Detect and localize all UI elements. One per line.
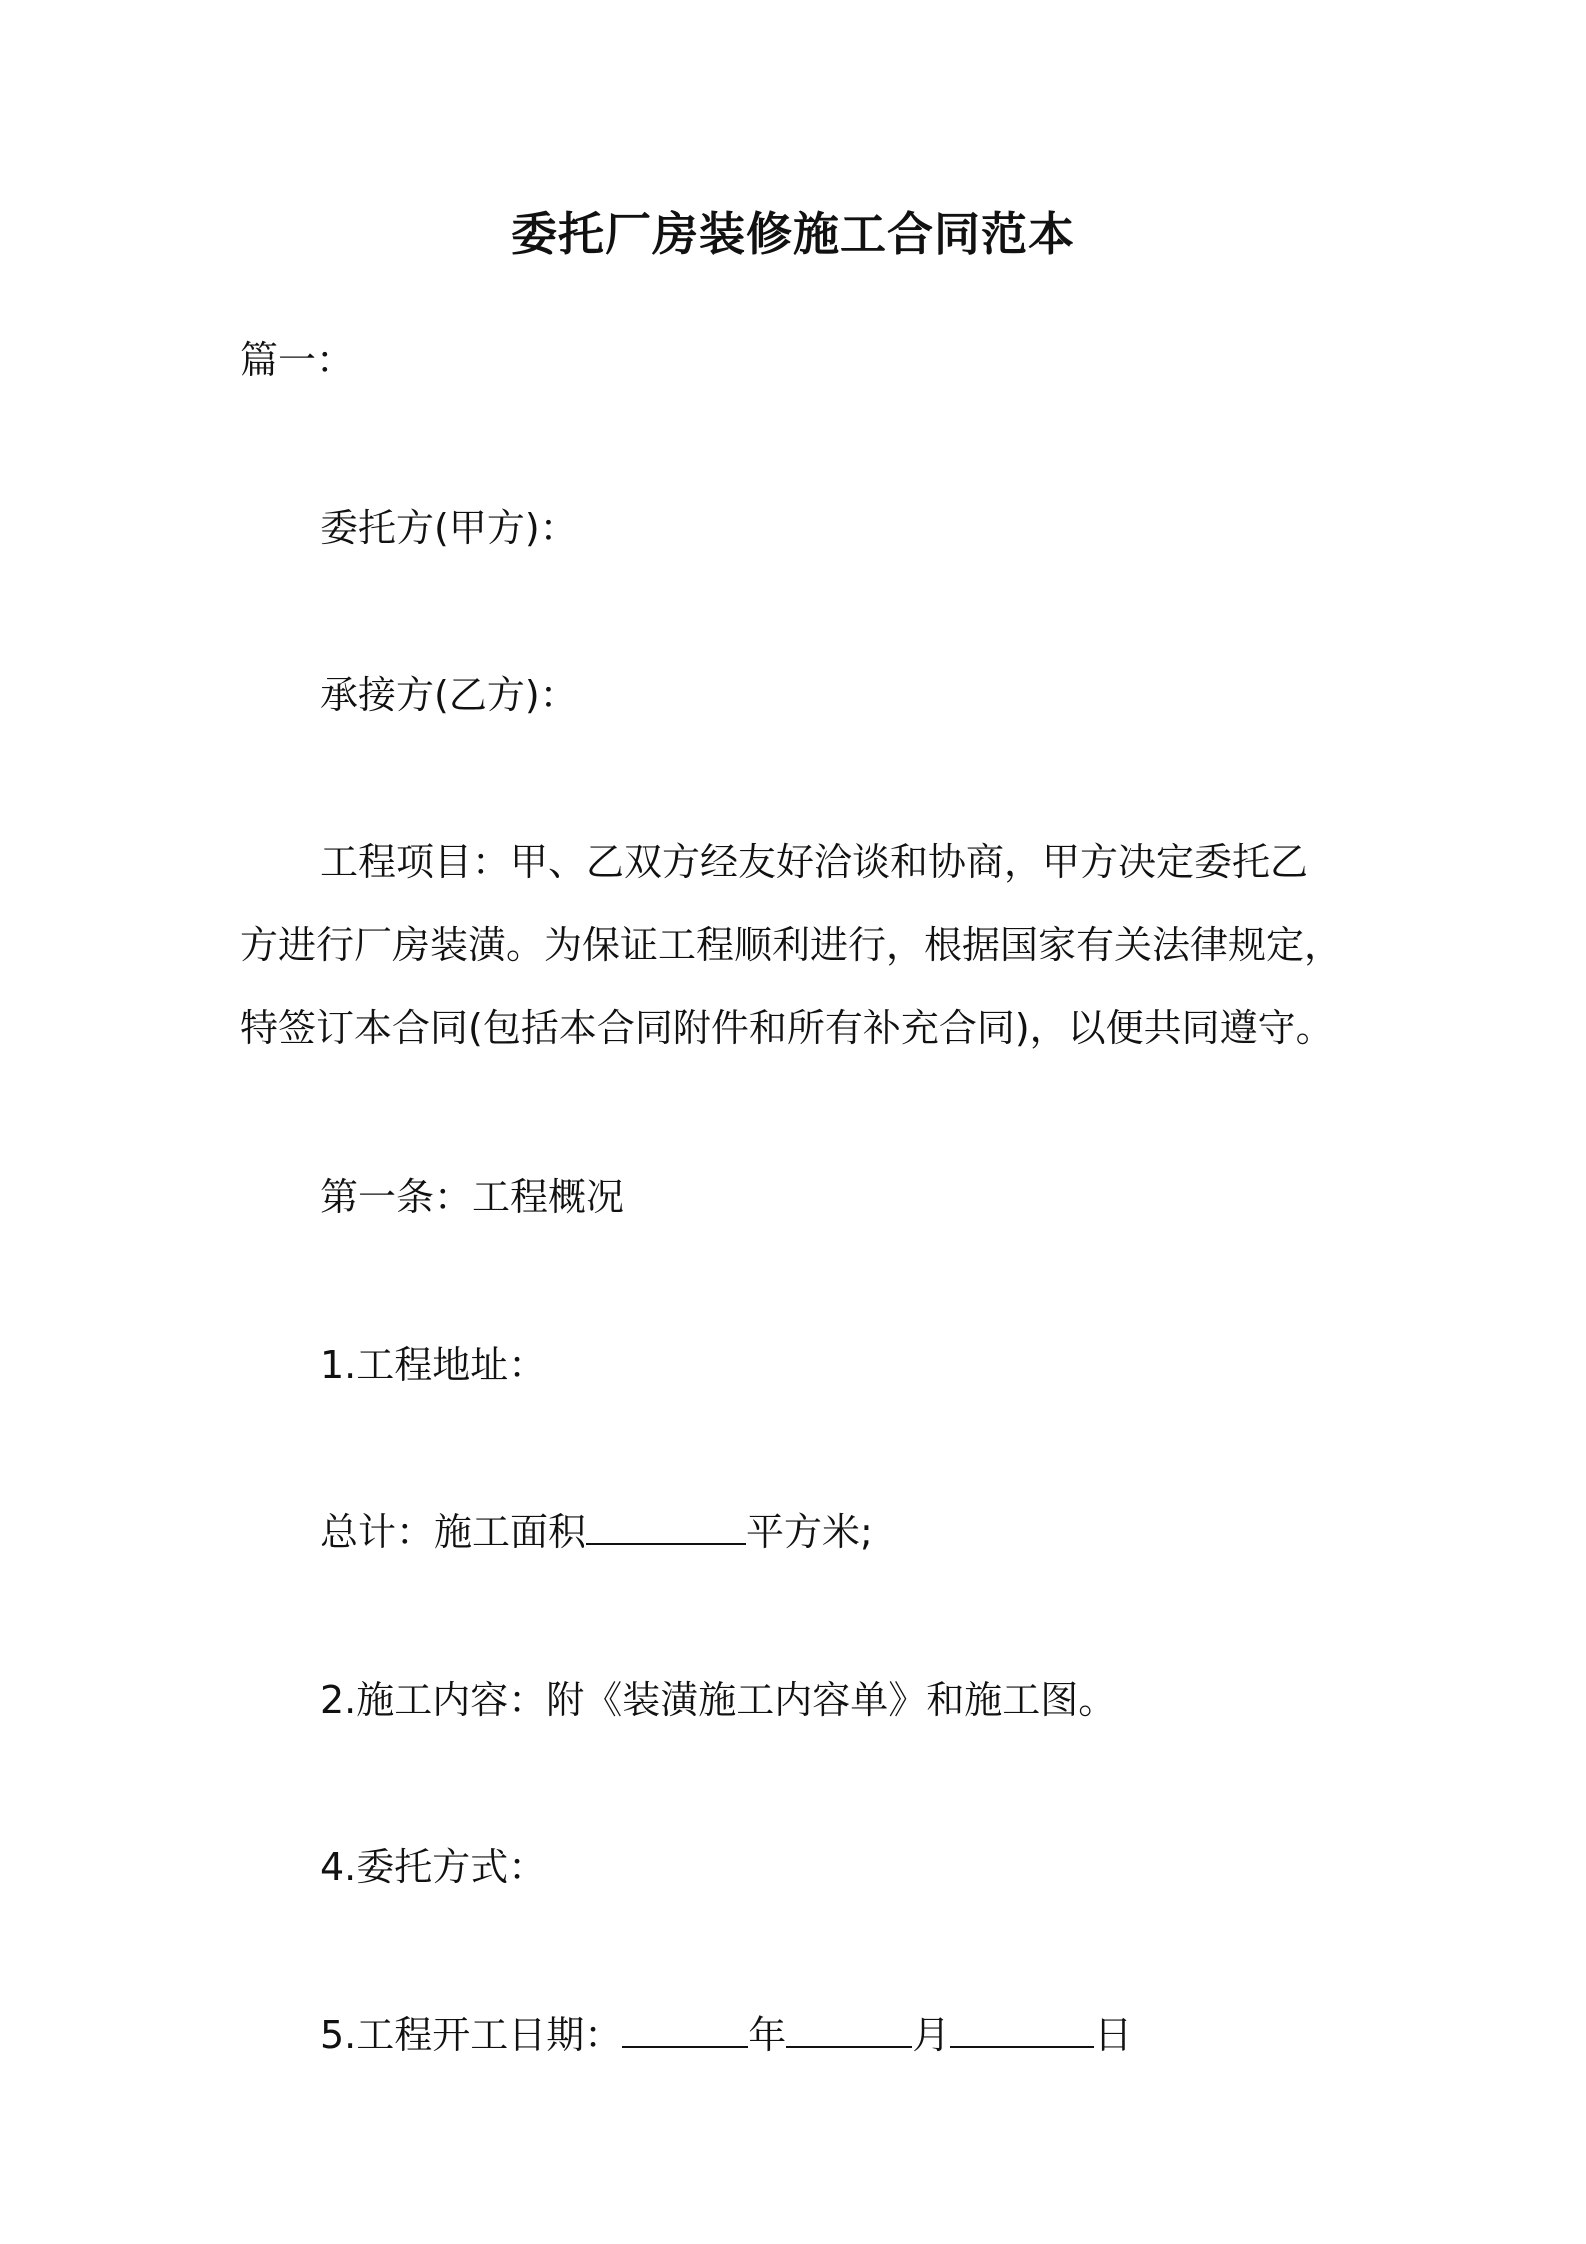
month-blank xyxy=(786,2010,912,2048)
item-4-method: 4.委托方式： xyxy=(320,1845,547,1889)
project-paragraph-line-1: 工程项目：甲、乙双方经友好洽谈和协商，甲方决定委托乙 xyxy=(320,840,1309,884)
item-2-content: 2.施工内容：附《装潢施工内容单》和施工图。 xyxy=(320,1678,1117,1722)
day-label: 日 xyxy=(1094,2013,1133,2057)
month-label: 月 xyxy=(912,2013,951,2057)
start-date-line xyxy=(320,2010,1132,2060)
year-blank xyxy=(622,2010,748,2048)
party-a-line: 委托方(甲方)： xyxy=(320,506,578,550)
start-date-prefix: 5.工程开工日期： xyxy=(320,2013,623,2057)
item-1-address: 1.工程地址： xyxy=(320,1343,547,1387)
area-unit: 平方米; xyxy=(746,1510,873,1554)
area-prefix: 总计：施工面积 xyxy=(320,1510,587,1554)
area-blank xyxy=(586,1507,746,1545)
section-label: 篇一： xyxy=(240,338,355,382)
party-b-line: 承接方(乙方)： xyxy=(320,673,578,717)
area-line xyxy=(320,1507,873,1557)
project-paragraph-line-2: 方进行厂房装潢。为保证工程顺利进行，根据国家有关法律规定， xyxy=(240,923,1343,967)
year-label: 年 xyxy=(748,2013,787,2057)
day-blank xyxy=(950,2010,1094,2048)
document-title: 委托厂房装修施工合同范本 xyxy=(511,207,1075,261)
project-paragraph-line-3: 特签订本合同(包括本合同附件和所有补充合同)，以便共同遵守。 xyxy=(240,1006,1334,1050)
article-1-heading: 第一条：工程概况 xyxy=(320,1175,625,1219)
